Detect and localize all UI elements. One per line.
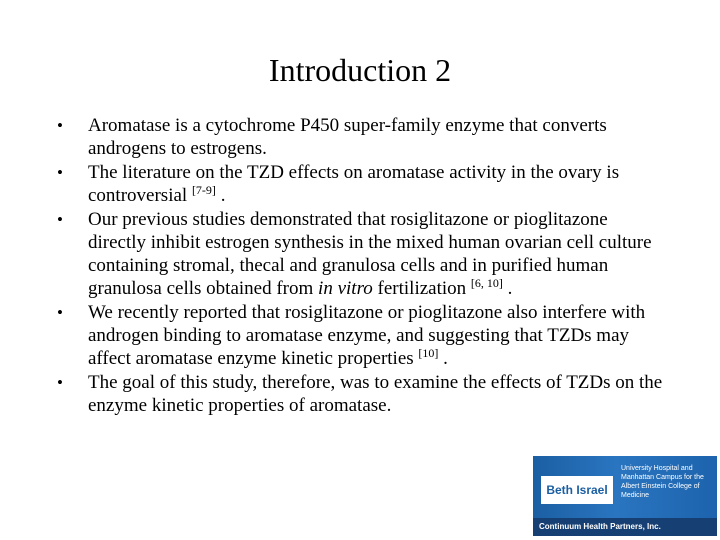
citation-ref: [10]: [418, 346, 439, 360]
bullet-icon: •: [57, 373, 63, 392]
logo-wordmark: Beth Israel: [546, 483, 608, 497]
logo-wordmark-box: [541, 476, 613, 504]
bullet-text: Our previous studies demonstrated that rosiglitazone or pioglitazone directly inhibit estrogen synthesis in the mixed human ovarian cell culture containing stromal, thecal and granulosa cells and in purified human granulosa cells obtained from: [88, 209, 652, 299]
list-item: [55, 371, 665, 417]
bullet-tail: .: [215, 185, 226, 206]
bullet-text: Aromatase is a cytochrome P450 super-family enzyme that converts androgens to estrogens.: [88, 115, 607, 159]
bullet-text: The goal of this study, therefore, was to examine the effects of TZDs on the enzyme kinetic properties of aromatase.: [88, 372, 663, 416]
logo-footer-bar: [533, 518, 717, 536]
bullet-icon: •: [57, 163, 63, 182]
list-item: [55, 208, 665, 300]
citation-ref: [7-9]: [191, 183, 216, 197]
list-item: [55, 161, 665, 207]
list-item: [55, 114, 665, 160]
bullet-list: [55, 114, 665, 418]
bullet-text: The literature on the TZD effects on aromatase activity in the ovary is controversial: [88, 162, 620, 206]
bullet-tail: .: [502, 278, 513, 299]
bullet-text-after: fertilization: [372, 278, 471, 299]
bullet-text: We recently reported that rosiglitazone or pioglitazone also interfere with androgen binding to aromatase enzyme, and suggesting that TZDs may affect aromatase enzyme kinetic properties: [88, 302, 646, 369]
slide-title: Introduction 2: [268, 52, 452, 88]
bullet-icon: •: [57, 303, 63, 322]
bullet-icon: •: [57, 116, 63, 135]
list-item: [55, 301, 665, 370]
bullet-icon: •: [57, 210, 63, 229]
citation-ref: [6, 10]: [470, 276, 503, 290]
italic-term: in vitro: [318, 278, 373, 299]
bullet-tail: .: [438, 348, 448, 369]
logo-affiliation-text: University Hospital and Manhattan Campus for the Albert Einstein College of Medicine: [621, 465, 704, 499]
logo-footer-text: Continuum Health Partners, Inc.: [539, 522, 661, 531]
beth-israel-logo: [533, 456, 717, 536]
